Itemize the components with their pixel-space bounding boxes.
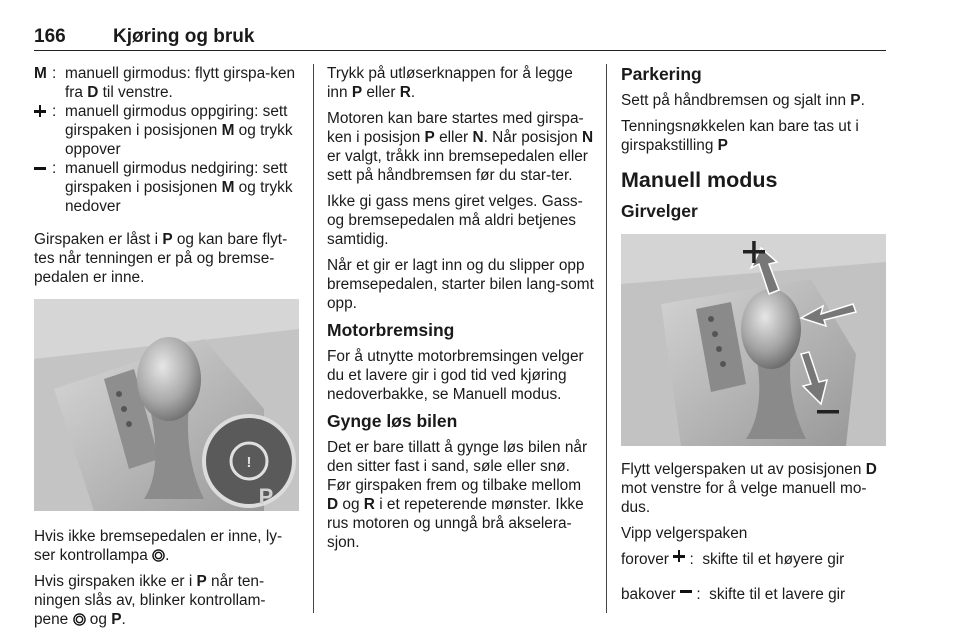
paragraph-start [327,109,595,185]
text: Motoren kan bare startes med girspa-ken i posisjon [327,110,584,146]
text: Girspaken er låst i [34,231,163,248]
bold: R [399,84,411,101]
def-bold: M [221,122,235,139]
text: Hvis girspaken ikke er i [34,573,197,590]
colon: : [52,160,57,177]
text: er valgt, tråkk inn bremsepedalen eller sett på håndbremsen før du star-ter. [327,148,588,184]
text: og [85,611,112,628]
option-text: skifte til et høyere gir [702,551,845,568]
paragraph-rocking [327,438,595,552]
column-3 [621,64,887,604]
text: og kan bare flyt-tes når tenningen er på og bremse-pedalen er inne. [34,231,288,286]
paragraph-brake: Hvis ikke bremsepedalen er inne, ly-ser kontrollampa . [34,528,283,564]
bold-p: P [111,611,122,628]
def-after: og trykk oppover [65,122,293,158]
def-text: manuell girmodus: flytt girspa-ken fra [65,65,296,101]
definition-text [65,64,299,102]
brake-warning-lamp-icon [73,613,86,626]
paragraph-move-out [621,460,887,517]
paragraph-blink [34,572,299,629]
minus-icon [680,585,692,597]
column-divider [313,64,314,613]
text: Flytt velgerspaken ut av posisjonen [621,461,866,478]
text: Tenningsnøkkelen kan bare tas ut i girspakstilling [621,118,859,154]
bold: N [581,129,594,146]
bold: D [327,496,339,513]
definition-text [65,102,299,159]
def-bold: D [87,84,99,101]
manual-shift-illustration [621,234,886,446]
column-divider [606,64,607,613]
svg-text:!: ! [246,454,252,471]
manual-mode-photo [621,234,886,446]
text: . [860,92,865,109]
paragraph-locked [34,230,299,287]
minus-symbol [34,159,52,216]
paragraph-creep: Når et gir er lagt inn og du slipper opp bremsepedalen, starter bilen lang-somt opp. [327,257,594,312]
text: . Når posisjon [483,129,582,146]
text: eller [362,84,400,101]
definition-minus [34,159,299,216]
bold: P [351,84,363,101]
plus-icon [34,105,46,117]
colon: : [696,586,701,603]
bold: P [850,92,861,109]
text: Sett på håndbremsen og sjalt inn [621,92,851,109]
def-text: manuell girmodus nedgiring: sett girspaken i posisjonen [65,160,288,196]
bold: R [363,496,375,513]
definition-text [65,159,299,216]
heading-girvelger: Girvelger [621,201,698,221]
bold-p: P [196,573,207,590]
paragraph-engine-brake: For å utnytte motorbremsingen velger du et lavere gir i god tid ved kjøring nedoverbakke, se Manuell modus. [327,348,584,403]
colon: : [52,103,57,120]
gear-lever-photo [34,299,299,511]
def-text: manuell girmodus oppgiring: sett girspaken i posisjonen [65,103,288,139]
bold: N [472,129,484,146]
text: i et repeterende mønster. Ikke rus motoren og unngå brå akselera-sjon. [327,496,584,551]
def-after: og trykk nedover [65,179,293,215]
text: når ten-ningen slås av, blinker kontrollam-pene [34,573,266,628]
def-bold: M [221,179,235,196]
bold: P [717,137,728,154]
text: eller [434,129,473,146]
brake-warning-lamp-icon [152,549,165,562]
heading-gynge: Gynge løs bilen [327,411,458,431]
paragraph-no-gas: Ikke gi gass mens giret velges. Gass- og bremsepedalen må aldri betjenes samtidig. [327,193,583,248]
option-backward [621,585,887,604]
paragraph-release [327,64,595,102]
option-text: skifte til et lavere gir [709,586,846,603]
text: . [410,84,416,101]
page-number: 166 [34,26,66,47]
text: Det er bare tillatt å gynge løs bilen når den sitter fast i sand, søle eller snø. Før girspaken frem og tilbake mellom [327,439,588,494]
plus-icon [673,550,685,562]
gear-lever-illustration [34,299,299,511]
heading-parkering: Parkering [621,64,702,84]
minus-icon [34,162,46,174]
text: . [121,611,126,628]
colon: : [52,65,57,82]
text: mot venstre for å velge manuell mo-dus. [621,480,867,516]
column-2 [327,64,595,559]
bold: P [424,129,435,146]
heading-manuell-modus: Manuell modus [621,168,778,192]
watermark-p: P [258,484,274,509]
definition-m [34,64,299,102]
chapter-title: Kjøring og bruk [113,26,255,47]
paragraph-tilt: Vipp velgerspaken [621,525,748,542]
colon: : [689,551,694,568]
paragraph-key [621,117,887,155]
bold-p: P [162,231,173,248]
text: og [338,496,364,513]
definition-plus [34,102,299,159]
plus-symbol [34,102,52,159]
bold: D [865,461,877,478]
def-after: til venstre. [98,84,173,101]
paragraph-park [621,91,887,110]
page-header [34,26,886,51]
text: Trykk på utløserknappen for å legge inn [327,65,573,101]
text: Hvis ikke bremsepedalen er inne, ly-ser kontrollampa [34,528,283,564]
option-forward [621,550,887,569]
option-label: bakover [621,586,676,603]
column-1 [34,64,299,636]
heading-motorbremsing: Motorbremsing [327,320,455,340]
option-label: forover [621,551,669,568]
m-symbol: M [34,65,47,82]
